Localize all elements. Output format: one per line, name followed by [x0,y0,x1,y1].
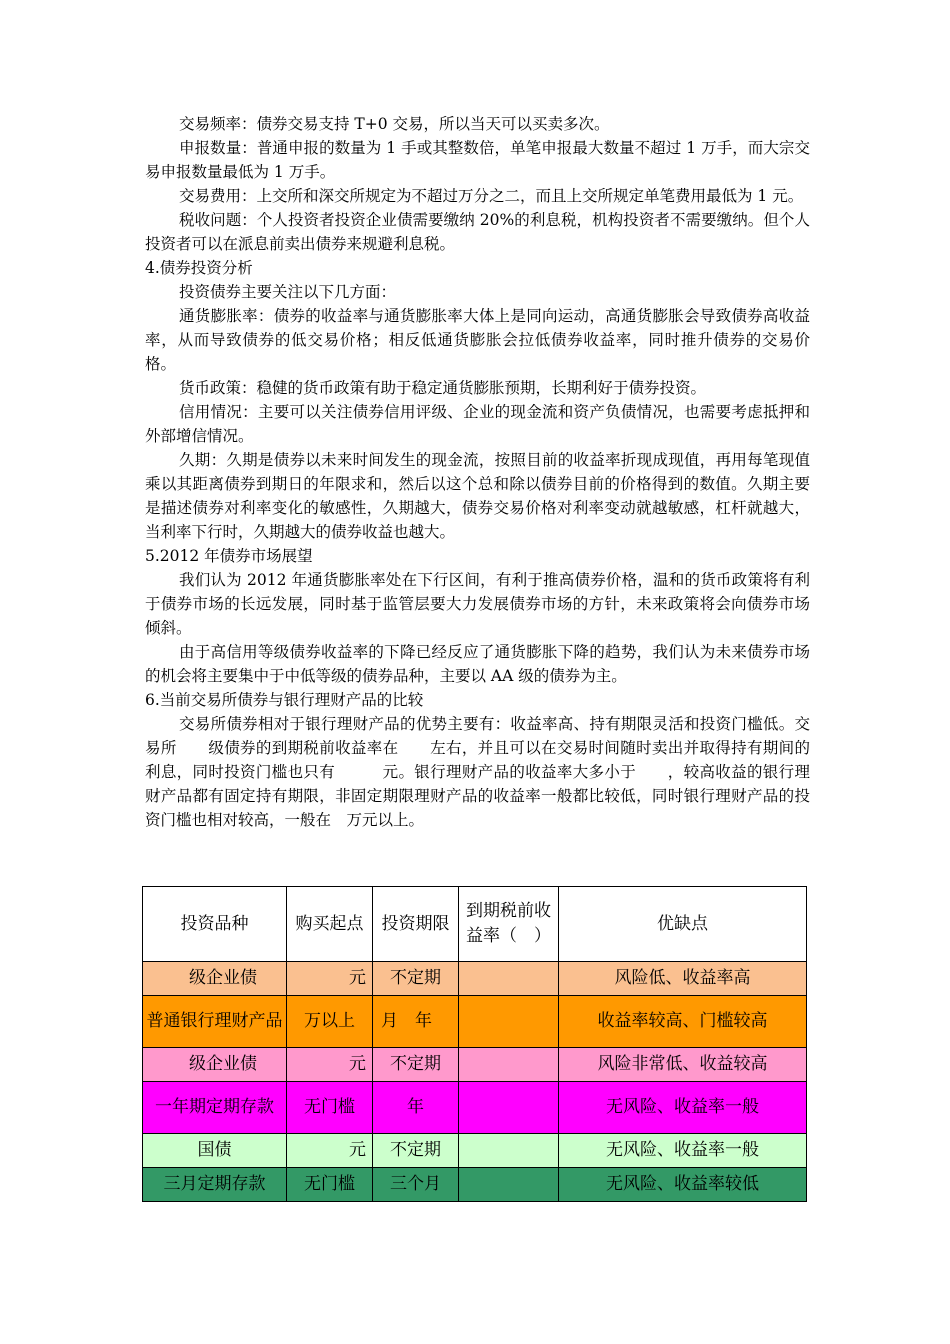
header-product: 投资品种 [143,887,287,962]
paragraph-order-quantity: 申报数量：普通申报的数量为 1 手或其整数倍，单笔申报最大数量不超过 1 万手，而大宗交易申报数量最低为 1 万手。 [145,139,810,181]
paragraph-tax: 税收问题：个人投资者投资企业债需要缴纳 20%的利息税，机构投资者不需要缴纳。但个人投资者可以在派息前卖出债券来规避利息税。 [145,211,810,253]
paragraph-trade-frequency: 交易频率：债券交易支持 T+0 交易，所以当天可以买卖多次。 [179,115,610,133]
cell-yield [459,1168,559,1202]
paragraph-outlook-2: 由于高信用等级债券收益率的下降已经反应了通货膨胀下降的趋势，我们认为未来债券市场的机会将主要集中于中低等级的债券品种，主要以 AA 级的债券为主。 [145,643,810,685]
cell-min-purchase: 元 [287,1134,373,1168]
cell-term: 月 年 [373,996,459,1048]
document-body [145,112,810,832]
cell-min-purchase: 元 [287,962,373,996]
paragraph-focus-intro: 投资债券主要关注以下几方面： [179,283,397,301]
table-header-row [143,887,807,962]
cell-product: 国债 [143,1134,287,1168]
cell-term: 不定期 [373,1134,459,1168]
section-heading-6: 6.当前交易所债券与银行理财产品的比较 [145,691,424,709]
table-row [143,962,807,996]
paragraph-trade-fees: 交易费用：上交所和深交所规定为不超过万分之二，而且上交所规定单笔费用最低为 1 元。 [179,187,804,205]
paragraph-inflation: 通货膨胀率：债券的收益率与通货膨胀率大体上是同向运动，高通货膨胀会导致债券高收益率，从而导致债券的低交易价格；相反低通货膨胀会拉低债券收益率，同时推升债券的交易价格。 [145,307,810,373]
table-row [143,996,807,1048]
header-yield: 到期税前收益率（ ） [459,887,559,962]
paragraph-outlook-1: 我们认为 2012 年通货膨胀率处在下行区间，有利于推高债券价格，温和的货币政策将有利于债券市场的长远发展，同时基于监管层要大力发展债券市场的方针，未来政策将会向债券市场倾斜。 [145,571,810,637]
cell-min-purchase: 无门槛 [287,1168,373,1202]
cell-yield [459,1082,559,1134]
paragraph-comparison: 交易所债券相对于银行理财产品的优势主要有：收益率高、持有期限灵活和投资门槛低。交易所 级债券的到期税前收益率在 左右，并且可以在交易时间随时卖出并取得持有期间的利息，同时投资门槛也只有 元。银行理财产品的收益率大多小于 ，较高收益的银行理财产品都有固定持有期限，非固定期限理财产品的收益率一般都比较低，同时银行理财产品的投资门槛也相对较高，一般在 万元以上。 [145,715,810,829]
table-row [143,1082,807,1134]
cell-yield [459,1048,559,1082]
header-min-purchase: 购买起点 [287,887,373,962]
cell-term: 年 [373,1082,459,1134]
paragraph-monetary-policy: 货币政策：稳健的货币政策有助于稳定通货膨胀预期，长期利好于债券投资。 [179,379,707,397]
paragraph-credit: 信用情况：主要可以关注债券信用评级、企业的现金流和资产负债情况，也需要考虑抵押和外部增信情况。 [145,403,810,445]
section-heading-5: 5.2012 年债券市场展望 [145,547,313,565]
cell-pros-cons: 无风险、收益率一般 [559,1082,807,1134]
table-row [143,1048,807,1082]
cell-pros-cons: 风险非常低、收益较高 [559,1048,807,1082]
cell-term: 三个月 [373,1168,459,1202]
cell-min-purchase: 无门槛 [287,1082,373,1134]
cell-product: 级企业债 [143,962,287,996]
table-row [143,1134,807,1168]
cell-product: 三月定期存款 [143,1168,287,1202]
cell-yield [459,962,559,996]
cell-yield [459,1134,559,1168]
section-heading-4: 4.债券投资分析 [145,259,253,277]
header-pros-cons: 优缺点 [559,887,807,962]
cell-product: 普通银行理财产品 [143,996,287,1048]
cell-term: 不定期 [373,1048,459,1082]
paragraph-duration: 久期：久期是债券以未来时间发生的现金流，按照目前的收益率折现成现值，再用每笔现值乘以其距离债券到期日的年限求和，然后以这个总和除以债券目前的价格得到的数值。久期主要是描述债券对利率变化的敏感性，久期越大，债券交易价格对利率变动就越敏感，杠杆就越大，当利率下行时，久期越大的债券收益也越大。 [145,451,810,541]
cell-min-purchase: 万以上 [287,996,373,1048]
cell-pros-cons: 风险低、收益率高 [559,962,807,996]
comparison-table [142,886,807,1202]
cell-pros-cons: 无风险、收益率一般 [559,1134,807,1168]
cell-product: 一年期定期存款 [143,1082,287,1134]
cell-product: 级企业债 [143,1048,287,1082]
cell-min-purchase: 元 [287,1048,373,1082]
cell-pros-cons: 收益率较高、门槛较高 [559,996,807,1048]
header-term: 投资期限 [373,887,459,962]
cell-pros-cons: 无风险、收益率较低 [559,1168,807,1202]
cell-yield [459,996,559,1048]
cell-term: 不定期 [373,962,459,996]
table-row [143,1168,807,1202]
